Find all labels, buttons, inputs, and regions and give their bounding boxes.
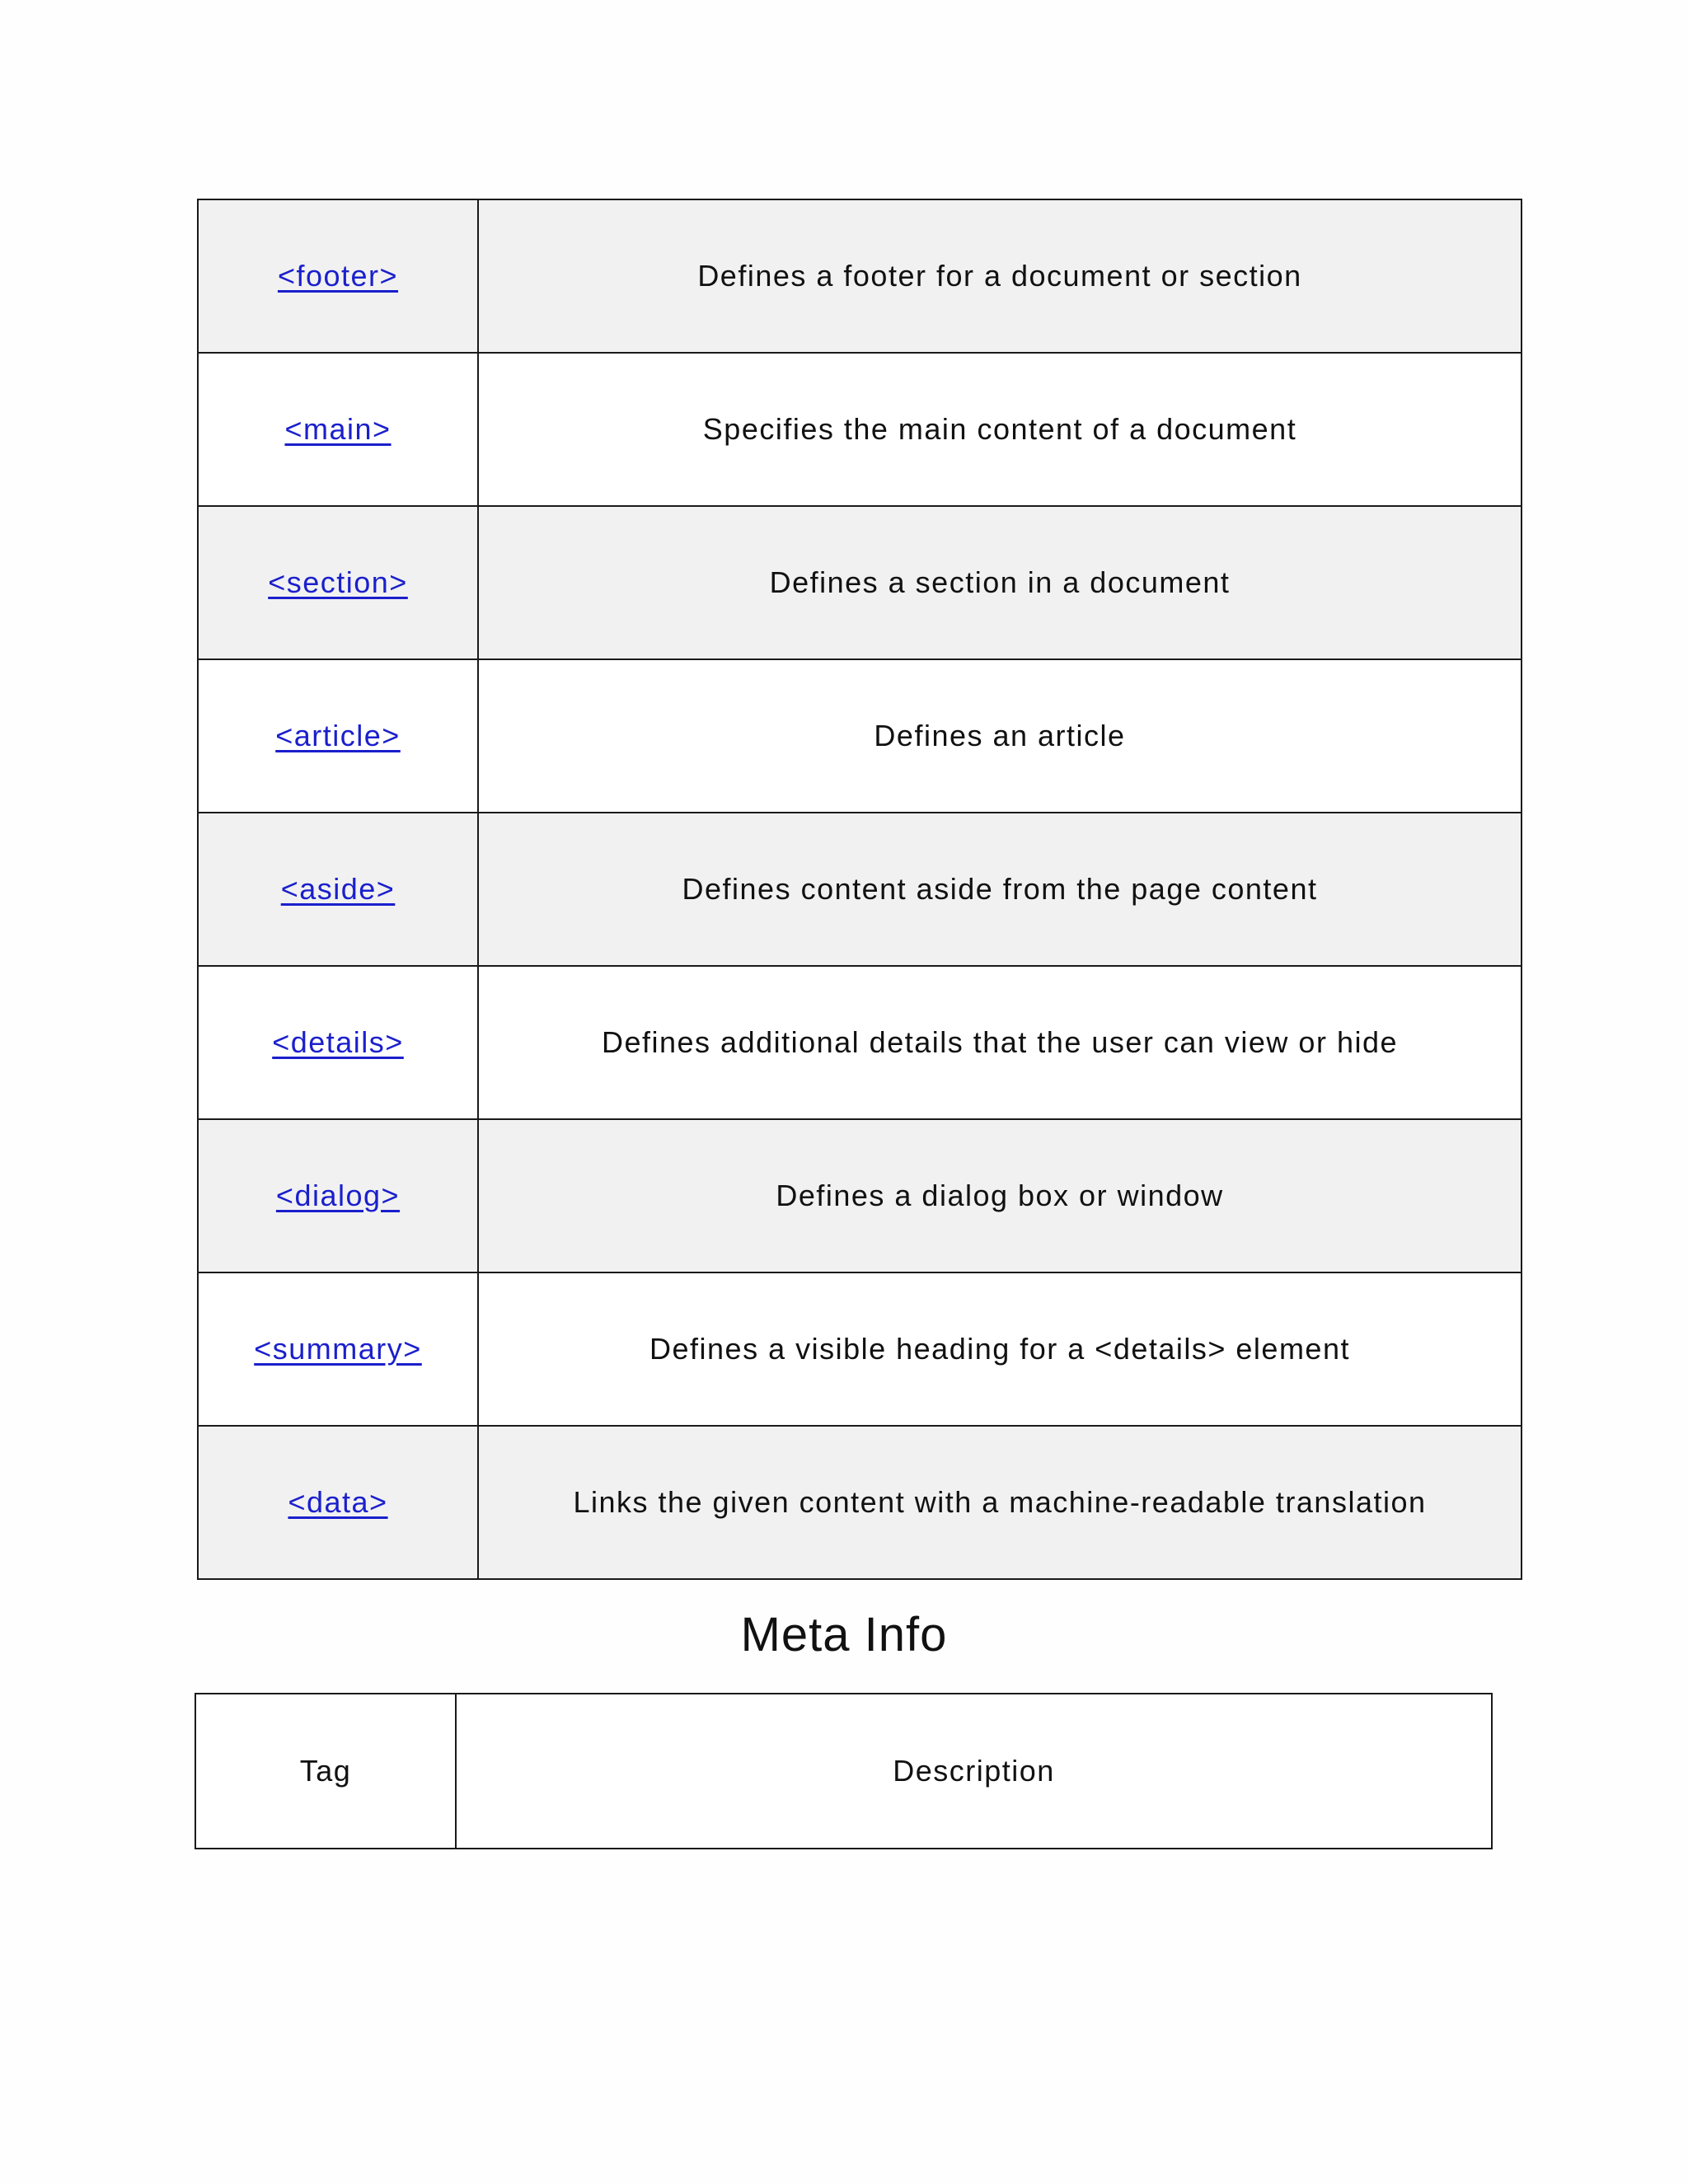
- column-header-description: Description: [456, 1694, 1492, 1849]
- description-cell: Defines a footer for a document or section: [478, 199, 1522, 353]
- tag-cell: [198, 813, 478, 966]
- tag-link-aside[interactable]: <aside>: [280, 872, 396, 906]
- table-header-row: [195, 1694, 1492, 1849]
- section-heading-meta-info: Meta Info: [740, 1608, 948, 1661]
- tag-link-data[interactable]: <data>: [288, 1485, 388, 1519]
- table-row: [198, 1272, 1522, 1426]
- meta-table: [195, 1693, 1493, 1849]
- tag-cell: [198, 199, 478, 353]
- tag-cell: [198, 353, 478, 506]
- tag-link-summary[interactable]: <summary>: [254, 1332, 422, 1366]
- tag-link-dialog[interactable]: <dialog>: [275, 1179, 401, 1212]
- table-row: [198, 659, 1522, 813]
- tag-link-details[interactable]: <details>: [272, 1025, 404, 1059]
- tag-link-main[interactable]: <main>: [284, 412, 392, 446]
- table-row: [198, 966, 1522, 1119]
- description-cell: Specifies the main content of a document: [478, 353, 1522, 506]
- tag-link-section[interactable]: <section>: [268, 565, 408, 599]
- tag-cell: [198, 966, 478, 1119]
- table-row: [198, 353, 1522, 506]
- table-row: [198, 199, 1522, 353]
- description-cell: Defines a dialog box or window: [478, 1119, 1522, 1272]
- tag-link-article[interactable]: <article>: [275, 719, 401, 752]
- tag-cell: [198, 1272, 478, 1426]
- description-cell: Defines a section in a document: [478, 506, 1522, 659]
- description-cell: Defines additional details that the user can view or hide: [478, 966, 1522, 1119]
- description-cell: Defines content aside from the page content: [478, 813, 1522, 966]
- column-header-tag: Tag: [195, 1694, 456, 1849]
- description-cell: Defines a visible heading for a <details> element: [478, 1272, 1522, 1426]
- table-row: [198, 813, 1522, 966]
- description-cell: Links the given content with a machine-readable translation: [478, 1426, 1522, 1579]
- tag-table: [197, 199, 1522, 1580]
- description-cell: Defines an article: [478, 659, 1522, 813]
- table-row: [198, 1426, 1522, 1579]
- table-row: [198, 1119, 1522, 1272]
- tag-cell: [198, 506, 478, 659]
- tag-cell: [198, 1426, 478, 1579]
- table-row: [198, 506, 1522, 659]
- tag-link-footer[interactable]: <footer>: [277, 259, 399, 293]
- tag-cell: [198, 1119, 478, 1272]
- tag-cell: [198, 659, 478, 813]
